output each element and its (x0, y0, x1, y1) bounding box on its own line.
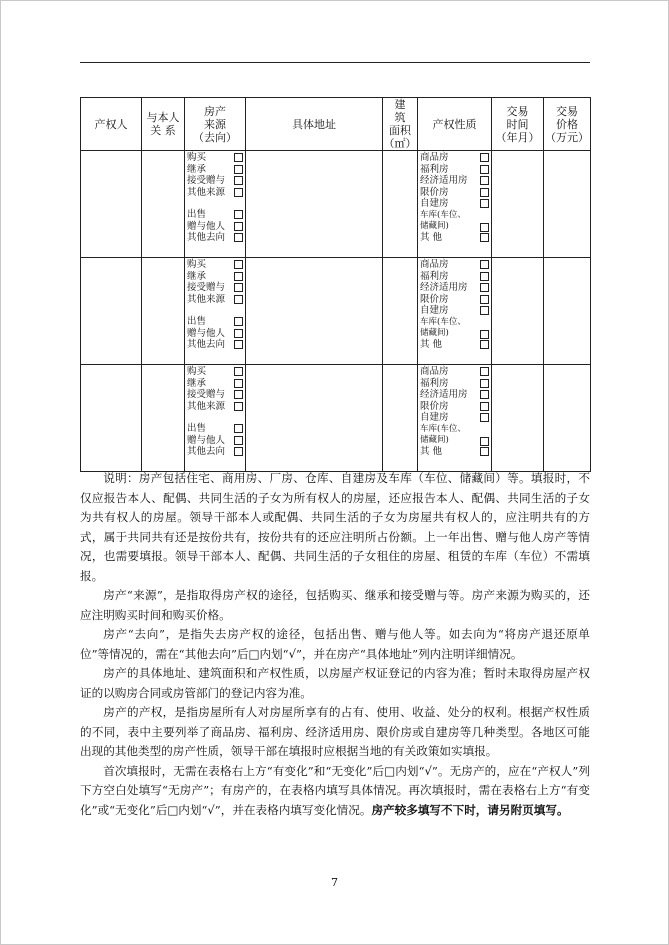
option-label: 车库(车位、 储藏间) (420, 423, 466, 445)
header-relation: 与本人 关 系 (142, 98, 185, 151)
option-label: 商品房 (420, 366, 449, 377)
checkbox-option (187, 259, 245, 271)
checkbox-square[interactable] (234, 379, 243, 388)
checkbox-square[interactable] (480, 340, 489, 349)
table-header-row (81, 98, 591, 151)
option-label: 车库(车位、 储藏间) (420, 209, 466, 231)
checkbox-option (420, 271, 491, 283)
option-label: 其 他 (420, 338, 443, 350)
option-label: 限价房 (420, 293, 449, 305)
trade-time-cell[interactable] (492, 151, 544, 258)
header-area: 建 筑 面积 （㎡） (383, 98, 417, 150)
checkbox-square[interactable] (480, 165, 489, 174)
checkbox-option (187, 232, 245, 244)
checkbox-square[interactable] (234, 188, 243, 197)
option-label: 其他去向 (187, 232, 226, 243)
checkbox-option (420, 424, 491, 446)
checkbox-option (420, 401, 491, 413)
option-label: 赠与他人 (187, 434, 226, 446)
checkbox-option (187, 175, 245, 187)
checkbox-square[interactable] (234, 210, 243, 219)
property-nature-cell (418, 258, 492, 365)
option-label: 自建房 (420, 305, 449, 316)
checkbox-option (420, 294, 491, 306)
option-label: 购买 (187, 152, 207, 163)
checkbox-square[interactable] (234, 447, 243, 456)
checkbox-option (187, 378, 245, 390)
checkbox-option (187, 339, 245, 351)
area-cell[interactable] (383, 365, 418, 472)
checkbox-option (420, 232, 491, 244)
option-label: 其 他 (420, 231, 443, 243)
source-cell (185, 151, 246, 258)
checkbox-option (187, 187, 245, 199)
checkbox-option (187, 294, 245, 306)
checkbox-square[interactable] (234, 283, 243, 292)
checkbox-square[interactable] (480, 233, 489, 242)
table-row (81, 365, 591, 472)
checkbox-option (420, 305, 491, 317)
checkbox-square[interactable] (234, 329, 243, 338)
option-label: 出售 (187, 209, 207, 220)
checkbox-square[interactable] (480, 199, 489, 208)
checkbox-square[interactable] (480, 223, 489, 232)
checkbox-square[interactable] (234, 424, 243, 433)
checkbox-square[interactable] (480, 295, 489, 304)
checkbox-square[interactable] (234, 436, 243, 445)
option-label: 赠与他人 (187, 327, 226, 339)
checkbox-square[interactable] (480, 153, 489, 162)
property-nature-cell (418, 151, 492, 258)
owner-cell[interactable] (81, 151, 142, 258)
checkbox-option (420, 198, 491, 210)
checkbox-option (187, 271, 245, 283)
option-label: 接受赠与 (187, 175, 226, 186)
option-label: 福利房 (420, 163, 449, 175)
checkbox-option (187, 435, 245, 447)
checkbox-option (187, 366, 245, 378)
option-label: 经济适用房 (420, 175, 468, 186)
checkbox-square[interactable] (234, 272, 243, 281)
table-row (81, 258, 591, 365)
table-row (81, 151, 591, 258)
address-cell[interactable] (246, 258, 383, 365)
option-label: 接受赠与 (187, 282, 226, 293)
checkbox-option (187, 446, 245, 458)
option-label: 商品房 (420, 152, 449, 163)
checkbox-square[interactable] (234, 260, 243, 269)
option-label: 出售 (187, 316, 207, 327)
checkbox-option (420, 259, 491, 271)
area-cell[interactable] (383, 151, 418, 258)
owner-cell[interactable] (81, 365, 142, 472)
checkbox-square[interactable] (234, 340, 243, 349)
header-owner: 产权人 (81, 98, 142, 151)
header-address: 具体地址 (246, 98, 383, 151)
header-property-nature: 产权性质 (418, 98, 492, 151)
source-cell (185, 258, 246, 365)
checkbox-square[interactable] (234, 222, 243, 231)
checkbox-option (187, 401, 245, 413)
property-nature-cell (418, 365, 492, 472)
house-property-table (80, 97, 591, 472)
checkbox-square[interactable] (480, 260, 489, 269)
checkbox-square[interactable] (480, 306, 489, 315)
trade-price-cell[interactable] (544, 258, 591, 365)
checkbox-option (420, 152, 491, 164)
checkbox-square[interactable] (480, 437, 489, 446)
address-cell[interactable] (246, 151, 383, 258)
option-label: 继承 (187, 163, 207, 175)
option-label: 车库(车位、 储藏间) (420, 316, 466, 338)
checkbox-square[interactable] (480, 390, 489, 399)
option-label: 福利房 (420, 377, 449, 389)
checkbox-square[interactable] (234, 402, 243, 411)
checkbox-option (187, 221, 245, 233)
checkbox-option (420, 282, 491, 294)
option-label: 限价房 (420, 400, 449, 412)
checkbox-option (187, 389, 245, 401)
checkbox-square[interactable] (234, 317, 243, 326)
checkbox-option (420, 175, 491, 187)
explanation-bold-note: 房产较多填写不下时，请另附页填写。 (371, 802, 569, 817)
checkbox-square[interactable] (480, 367, 489, 376)
checkbox-option (420, 378, 491, 390)
checkbox-option (420, 317, 491, 339)
option-label: 商品房 (420, 259, 449, 270)
explanation-paragraph: 首次填报时，无需在表格右上方“有变化”和“无变化”后□内划“√”。无房产的，应在“产权人”列下方空白处填写“无房产”；有房产的，在表格内填写具体情况。再次填报时，需在表格右上方“有变化”或“无变化”后□内划“√”，并在表格内填写变化情况。房产较多填写不下时，请另附页填写。 (80, 763, 590, 817)
checkbox-square[interactable] (234, 390, 243, 399)
explanation-text (80, 469, 590, 820)
option-label: 出售 (187, 423, 207, 434)
trade-time-cell[interactable] (492, 365, 544, 472)
option-label: 其他来源 (187, 293, 226, 305)
checkbox-square[interactable] (480, 283, 489, 292)
checkbox-option (420, 412, 491, 424)
checkbox-square[interactable] (480, 330, 489, 339)
option-label: 购买 (187, 366, 207, 377)
checkbox-option (187, 209, 245, 221)
explanation-paragraph: 房产的产权，是指房屋所有人对房屋所享有的占有、使用、收益、处分的权利。根据产权性质的不同，表中主要列举了商品房、福利房、经济适用房、限价房或自建房等几种类型。各地区可能出现的其他类型的房产性质，领导干部在填报时应根据当地的有关政策如实填报。 (80, 705, 590, 758)
option-label: 其他去向 (187, 446, 226, 457)
checkbox-option (187, 328, 245, 340)
header-rule (80, 62, 590, 63)
checkbox-option (420, 446, 491, 458)
checkbox-square[interactable] (234, 233, 243, 242)
relation-cell[interactable] (142, 151, 185, 258)
header-source: 房产 来源 （去向） (185, 98, 246, 151)
relation-cell[interactable] (142, 365, 185, 472)
option-label: 购买 (187, 259, 207, 270)
checkbox-option (187, 316, 245, 328)
option-label: 经济适用房 (420, 389, 468, 400)
checkbox-option (420, 389, 491, 401)
option-label: 其他来源 (187, 186, 226, 198)
option-label: 赠与他人 (187, 220, 226, 232)
checkbox-square[interactable] (480, 379, 489, 388)
relation-cell[interactable] (142, 258, 185, 365)
explanation-paragraph: 房产“去向”，是指失去房产权的途径，包括出售、赠与他人等。如去向为“将房产退还原单位”等情况的，需在“其他去向”后□内划“√”，并在房产“具体地址”列内注明详细情况。 (80, 627, 590, 661)
checkbox-square[interactable] (480, 413, 489, 422)
checkbox-square[interactable] (480, 402, 489, 411)
checkbox-option (187, 164, 245, 176)
trade-time-cell[interactable] (492, 258, 544, 365)
explanation-paragraph: 房产“来源”，是指取得房产权的途径，包括购买、继承和接受赠与等。房产来源为购买的，还应注明购买时间和购买价格。 (80, 588, 590, 622)
checkbox-option (187, 152, 245, 164)
option-label: 经济适用房 (420, 282, 468, 293)
option-label: 自建房 (420, 412, 449, 423)
header-trade-time: 交易 时间 （年月） (492, 98, 544, 151)
option-label: 其他去向 (187, 339, 226, 350)
checkbox-square[interactable] (234, 153, 243, 162)
explanation-paragraph: 房产的具体地址、建筑面积和产权性质，以房屋产权证登记的内容为准；暂时未取得房屋产权证的以购房合同或房管部门的登记内容为准。 (80, 666, 590, 700)
option-label: 继承 (187, 377, 207, 389)
owner-cell[interactable] (81, 258, 142, 365)
checkbox-square[interactable] (234, 176, 243, 185)
checkbox-square[interactable] (480, 188, 489, 197)
option-label: 福利房 (420, 270, 449, 282)
page-number: 7 (331, 876, 338, 889)
checkbox-square[interactable] (234, 165, 243, 174)
checkbox-option (420, 210, 491, 232)
option-label: 继承 (187, 270, 207, 282)
checkbox-option (420, 366, 491, 378)
option-label: 自建房 (420, 198, 449, 209)
trade-price-cell[interactable] (544, 151, 591, 258)
option-label: 其 他 (420, 445, 443, 457)
checkbox-square[interactable] (480, 447, 489, 456)
checkbox-option (187, 282, 245, 294)
checkbox-option (420, 164, 491, 176)
source-cell (185, 365, 246, 472)
trade-price-cell[interactable] (544, 365, 591, 472)
option-label: 其他来源 (187, 400, 226, 412)
checkbox-option (420, 187, 491, 199)
option-label: 限价房 (420, 186, 449, 198)
checkbox-square[interactable] (480, 176, 489, 185)
checkbox-option (420, 339, 491, 351)
header-trade-price: 交易 价格 （万元） (544, 98, 591, 151)
checkbox-square[interactable] (480, 272, 489, 281)
option-label: 接受赠与 (187, 389, 226, 400)
area-cell[interactable] (383, 258, 418, 365)
explanation-paragraph: 说明：房产包括住宅、商用房、厂房、仓库、自建房及车库（车位、储藏间）等。填报时，不仅应报告本人、配偶、共同生活的子女为所有权人的房屋，还应报告本人、配偶、共同生活的子女为共有权人的房屋。领导干部本人或配偶、共同生活的子女为房屋共有权人的，应注明共有的方式，属于共同共有还是按份共有，按份共有的还应注明所占份额。上一年出售、赠与他人房产等情况，也需要填报。领导干部本人、配偶、共同生活的子女租住的房屋、租赁的车库（车位）不需填报。 (80, 471, 590, 583)
checkbox-square[interactable] (234, 295, 243, 304)
checkbox-square[interactable] (234, 367, 243, 376)
checkbox-option (187, 423, 245, 435)
address-cell[interactable] (246, 365, 383, 472)
